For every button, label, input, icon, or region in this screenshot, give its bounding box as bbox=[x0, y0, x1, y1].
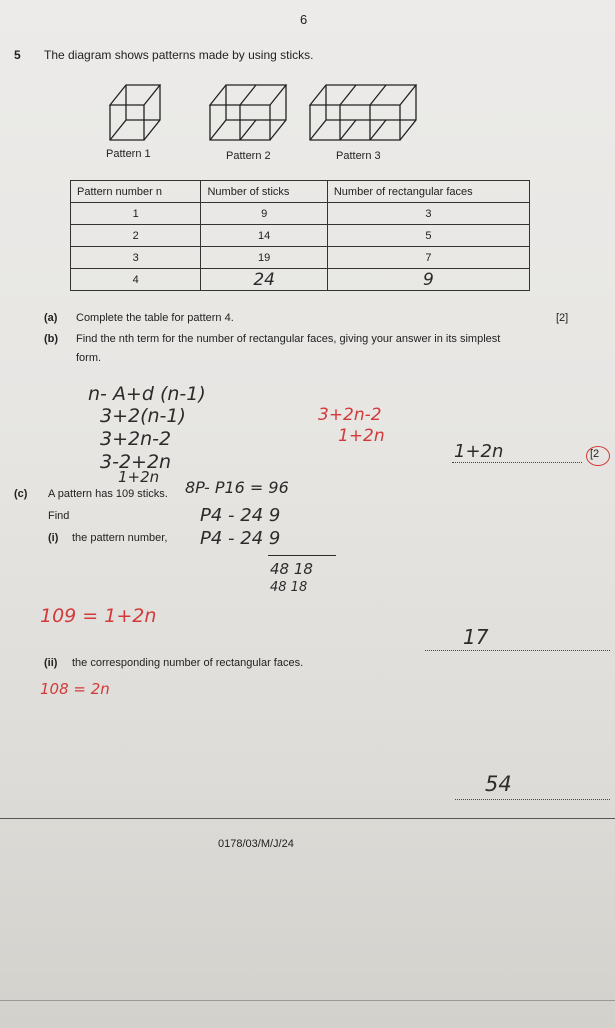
part-cii-answer-line[interactable] bbox=[455, 772, 610, 800]
handwritten-red-work: 1+2n bbox=[338, 426, 385, 446]
part-b-answer-line[interactable] bbox=[452, 441, 582, 463]
handwritten-red-work: 3+2n-2 bbox=[318, 405, 382, 425]
part-ci-text: the pattern number, bbox=[72, 532, 168, 544]
handwritten-work: 1+2n bbox=[118, 468, 160, 486]
underline-stroke bbox=[268, 555, 336, 556]
pattern-3-figure bbox=[310, 85, 416, 140]
part-b-text-2: form. bbox=[76, 352, 102, 364]
part-b-marks: [2 bbox=[590, 448, 600, 460]
cell: 3 bbox=[71, 247, 201, 269]
part-ci-answer-line[interactable] bbox=[425, 625, 610, 651]
handwritten-cell[interactable]: 9 bbox=[327, 269, 529, 291]
pattern-1-figure bbox=[110, 85, 160, 140]
handwritten-work: 3+2n-2 bbox=[100, 428, 172, 450]
part-b-label: (b) bbox=[44, 333, 59, 345]
handwritten-work: 8P- P16 = 96 bbox=[185, 478, 289, 497]
part-b-text: Find the nth term for the number of rectangular faces, giving your answer in its simplest bbox=[76, 333, 501, 345]
header-pattern-number: Pattern number n bbox=[71, 181, 201, 203]
pattern-3-label: Pattern 3 bbox=[336, 150, 381, 162]
part-ci-answer: 17 bbox=[463, 625, 489, 649]
table-row bbox=[71, 269, 530, 291]
pattern-table bbox=[70, 180, 530, 291]
table-header-row bbox=[71, 181, 530, 203]
cell: 1 bbox=[71, 203, 201, 225]
cell: 19 bbox=[201, 247, 327, 269]
handwritten-red-work: 108 = 2n bbox=[40, 680, 110, 698]
part-a-marks: [2] bbox=[556, 312, 569, 324]
pattern-diagrams bbox=[100, 80, 420, 150]
pattern-2-figure bbox=[210, 85, 286, 140]
handwritten-work: P4 - 24 9 bbox=[200, 505, 281, 526]
table-row bbox=[71, 247, 530, 269]
handwritten-work: 3+2(n-1) bbox=[100, 405, 186, 427]
part-cii-answer: 54 bbox=[485, 772, 512, 796]
handwritten-work: n- A+d (n-1) bbox=[88, 383, 206, 405]
part-a-text: Complete the table for pattern 4. bbox=[76, 312, 234, 324]
table-row bbox=[71, 225, 530, 247]
handwritten-work: 48 18 bbox=[270, 580, 308, 595]
handwritten-work: 48 18 bbox=[270, 560, 313, 578]
cell: 2 bbox=[71, 225, 201, 247]
table-row bbox=[71, 203, 530, 225]
page-number: 6 bbox=[300, 12, 308, 27]
cell: 3 bbox=[327, 203, 529, 225]
handwritten-work: 3-2+2n bbox=[100, 451, 172, 473]
footer-code: 0178/03/M/J/24 bbox=[218, 838, 294, 850]
handwritten-cell[interactable]: 24 bbox=[201, 269, 327, 291]
part-cii-text: the corresponding number of rectangular faces. bbox=[72, 657, 304, 669]
pattern-1-label: Pattern 1 bbox=[106, 148, 151, 160]
part-ci-label: (i) bbox=[48, 532, 59, 544]
question-intro: The diagram shows patterns made by using sticks. bbox=[44, 48, 314, 62]
header-rectangular-faces: Number of rectangular faces bbox=[327, 181, 529, 203]
question-number: 5 bbox=[14, 48, 21, 62]
cell: 14 bbox=[201, 225, 327, 247]
handwritten-work: P4 - 24 9 bbox=[200, 528, 281, 549]
page-divider bbox=[0, 818, 615, 819]
cell: 5 bbox=[327, 225, 529, 247]
part-c-text: A pattern has 109 sticks. bbox=[48, 488, 168, 500]
part-cii-label: (ii) bbox=[44, 657, 58, 669]
cell: 7 bbox=[327, 247, 529, 269]
lower-edge bbox=[0, 1000, 615, 1001]
part-c-find: Find bbox=[48, 510, 70, 522]
header-number-of-sticks: Number of sticks bbox=[201, 181, 327, 203]
cell: 9 bbox=[201, 203, 327, 225]
part-c-label: (c) bbox=[14, 488, 28, 500]
cell: 4 bbox=[71, 269, 201, 291]
pattern-2-label: Pattern 2 bbox=[226, 150, 271, 162]
part-a-label: (a) bbox=[44, 312, 58, 324]
part-b-answer: 1+2n bbox=[454, 441, 504, 462]
handwritten-red-work: 109 = 1+2n bbox=[40, 605, 157, 627]
